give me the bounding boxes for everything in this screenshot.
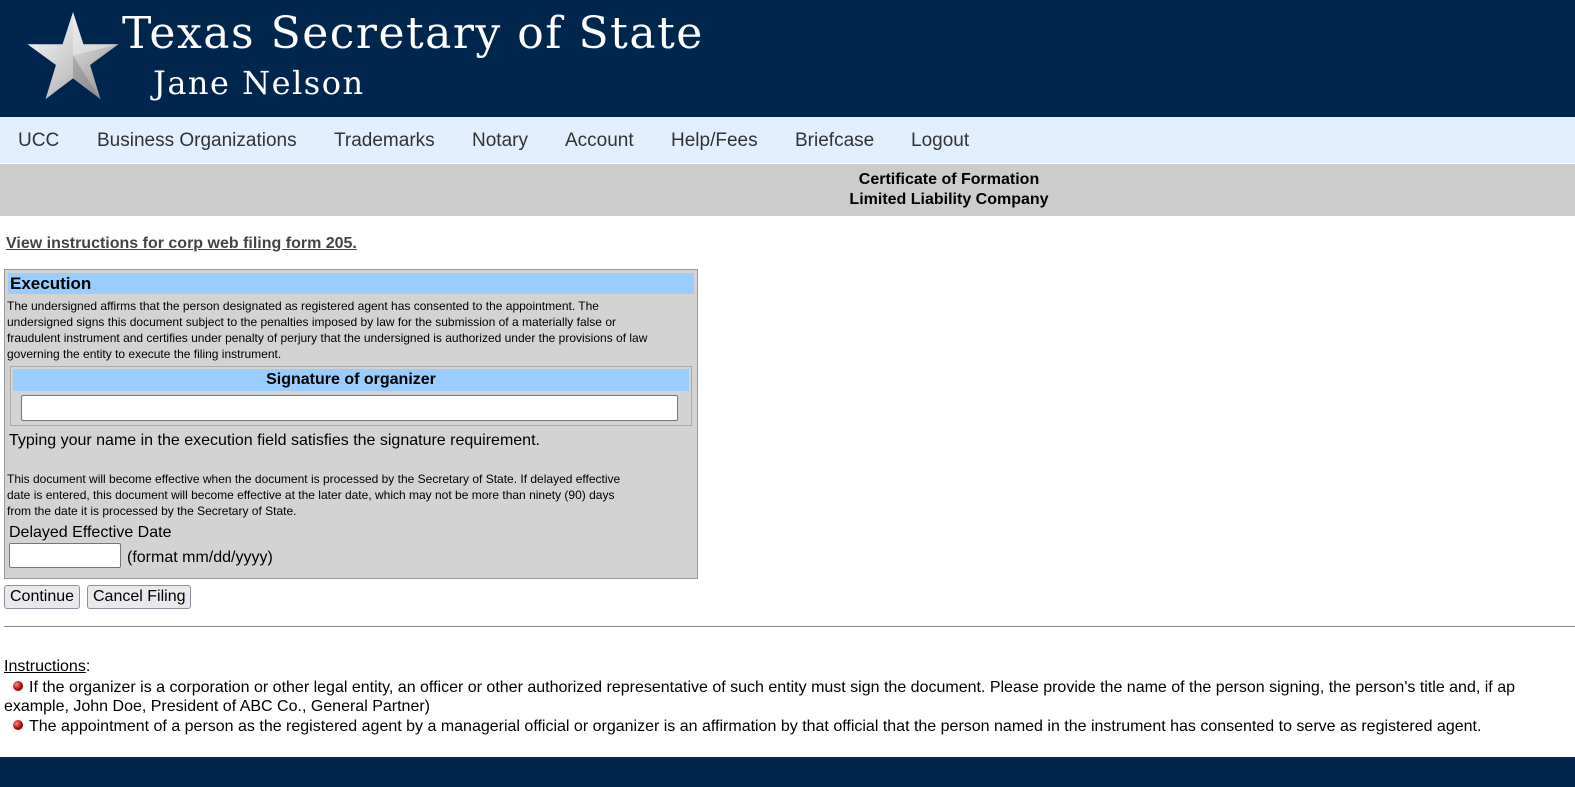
bullet-icon bbox=[13, 720, 23, 730]
effective-line: from the date it is processed by the Secretary of State. bbox=[7, 504, 297, 518]
affirmation-line: fraudulent instrument and certifies under penalty of perjury that the undersigned is authorized under the provisions of law bbox=[7, 331, 648, 345]
effective-line: date is entered, this document will become effective at the later date, which may not be more than ninety (90) days bbox=[7, 488, 615, 502]
site-subtitle: Jane Nelson bbox=[153, 64, 365, 102]
execution-panel bbox=[4, 269, 698, 579]
instruction-item bbox=[4, 717, 1481, 736]
affirmation-text bbox=[7, 298, 647, 362]
continue-button[interactable]: Continue bbox=[4, 585, 80, 609]
bullet-icon bbox=[13, 681, 23, 691]
instruction-item bbox=[4, 678, 1515, 697]
instructions-heading bbox=[4, 658, 90, 676]
nav-logout[interactable]: Logout bbox=[911, 130, 970, 151]
instruction-item-continued bbox=[4, 697, 430, 716]
effective-date-text bbox=[7, 471, 620, 519]
date-format-hint: (format mm/dd/yyyy) bbox=[127, 549, 273, 566]
star-icon bbox=[25, 12, 121, 102]
divider bbox=[4, 626, 1575, 627]
execution-heading: Execution bbox=[8, 273, 694, 294]
nav-ucc[interactable]: UCC bbox=[18, 130, 60, 151]
instruction-text: example, John Doe, President of ABC Co., General Partner) bbox=[4, 698, 430, 715]
delayed-effective-date-label: Delayed Effective Date bbox=[9, 524, 172, 541]
instruction-text: The appointment of a person as the registered agent by a managerial official or organizer is an affirmation by that official that the person named in the instrument has consented to serve as registered agent. bbox=[29, 718, 1482, 735]
instructions-heading-label: Instructions bbox=[4, 658, 86, 675]
site-footer bbox=[0, 757, 1575, 787]
view-instructions-link[interactable]: View instructions for corp web filing form 205. bbox=[6, 235, 357, 252]
nav-briefcase[interactable]: Briefcase bbox=[795, 130, 875, 151]
delayed-effective-date-input[interactable] bbox=[9, 543, 121, 568]
main-nav bbox=[0, 117, 1575, 163]
instructions-heading-colon: : bbox=[85, 658, 91, 675]
signature-input[interactable] bbox=[21, 395, 678, 421]
site-title: Texas Secretary of State bbox=[122, 8, 704, 59]
page-banner bbox=[0, 164, 1575, 216]
signature-heading: Signature of organizer bbox=[13, 369, 689, 391]
signature-note: Typing your name in the execution field satisfies the signature requirement. bbox=[9, 432, 540, 449]
nav-trademarks[interactable]: Trademarks bbox=[334, 130, 435, 151]
nav-notary[interactable]: Notary bbox=[472, 130, 528, 151]
nav-business-organizations[interactable]: Business Organizations bbox=[97, 130, 297, 151]
page-subtitle: Limited Liability Company bbox=[849, 191, 1049, 208]
instruction-text: If the organizer is a corporation or other legal entity, an officer or other authorized representative of such entity must sign the document. Please provide the name of the person signing, the person's title and, if ap bbox=[29, 679, 1515, 696]
affirmation-line: undersigned signs this document subject to the penalties imposed by law for the submission of a materially false or bbox=[7, 315, 616, 329]
nav-help-fees[interactable]: Help/Fees bbox=[671, 130, 758, 151]
affirmation-line: The undersigned affirms that the person designated as registered agent has consented to the appointment. The bbox=[7, 299, 599, 313]
effective-line: This document will become effective when the document is processed by the Secretary of State. If delayed effective bbox=[7, 472, 621, 486]
affirmation-line: governing the entity to execute the filing instrument. bbox=[7, 347, 282, 361]
page-title: Certificate of Formation bbox=[858, 171, 1040, 188]
site-header bbox=[0, 0, 1575, 117]
nav-account[interactable]: Account bbox=[565, 130, 634, 151]
signature-section bbox=[10, 366, 692, 426]
cancel-filing-button[interactable]: Cancel Filing bbox=[87, 585, 191, 609]
